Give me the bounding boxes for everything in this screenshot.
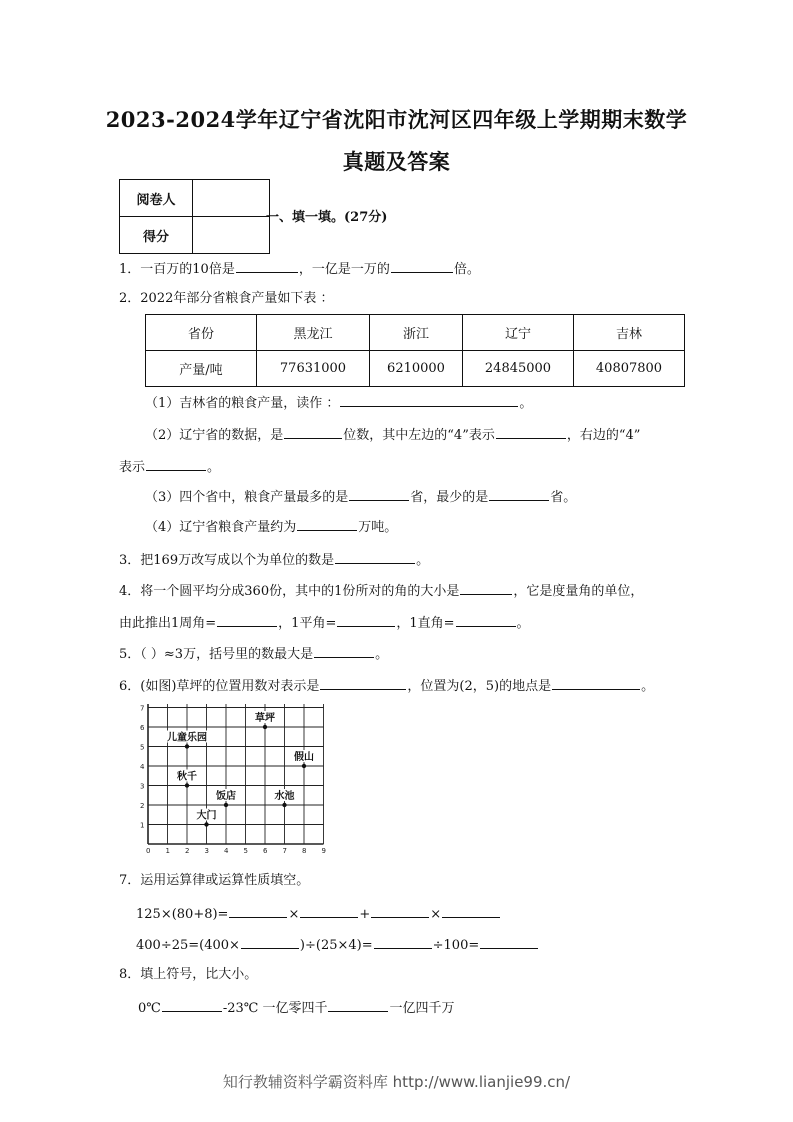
q1-blank-2[interactable] xyxy=(391,259,453,273)
q7-text-g: ÷100= xyxy=(432,938,480,953)
place-point xyxy=(282,803,286,807)
section-heading: 一、填一填。(27分) xyxy=(266,210,388,225)
q3-blank[interactable] xyxy=(335,550,415,564)
x-tick-label: 0 xyxy=(146,847,151,854)
q7-blank-5[interactable] xyxy=(241,935,299,949)
question-2-1 xyxy=(145,393,532,412)
table-cell: 黑龙江 xyxy=(257,315,370,351)
q6-text-a: 6．(如图)草坪的位置用数对表示是 xyxy=(119,679,320,694)
question-2-intro: 2．2022年部分省粮食产量如下表 ： xyxy=(119,291,334,306)
q2-1-text-a: （1）吉林省的粮食产量，读作 ： xyxy=(145,396,340,411)
q2-3-text-c: 省。 xyxy=(550,490,577,505)
question-2-2 xyxy=(145,425,640,444)
q8-text-a: 0℃ xyxy=(138,1001,161,1016)
table-header-row xyxy=(146,315,685,351)
grain-table xyxy=(145,314,685,387)
q7-blank-2[interactable] xyxy=(300,904,358,918)
table-cell: 辽宁 xyxy=(463,315,574,351)
place-point xyxy=(224,803,228,807)
place-point xyxy=(185,783,189,787)
park-map-figure xyxy=(140,704,330,858)
place-label: 假山 xyxy=(294,752,314,763)
q2-2-text-b: 位数，其中左边的“4”表示 xyxy=(343,428,495,443)
x-tick-label: 8 xyxy=(302,847,307,854)
footer-watermark: 知行教辅资料学霸资料库 http://www.lianjie99.cn/ xyxy=(222,1073,571,1091)
q7-blank-4[interactable] xyxy=(442,904,500,918)
question-2-2-cont xyxy=(119,457,220,476)
q4-text-d: ，1平角= xyxy=(278,616,337,631)
q2-3-text-b: 省，最少的是 xyxy=(410,490,489,505)
q7-blank-7[interactable] xyxy=(480,935,538,949)
q4-blank-1[interactable] xyxy=(460,581,512,595)
q1-text-a: 1．一百万的10倍是 xyxy=(119,262,235,277)
x-tick-label: 9 xyxy=(321,847,326,854)
table-cell: 6210000 xyxy=(370,351,463,387)
x-tick-label: 5 xyxy=(243,847,248,854)
q7-text-e: 400÷25=(400× xyxy=(136,938,240,953)
q7-text-d: × xyxy=(430,907,442,922)
question-2-4 xyxy=(145,517,397,536)
table-cell: 40807800 xyxy=(574,351,685,387)
q1-text-b: ，一亿是一万的 xyxy=(298,262,390,277)
y-tick-label: 6 xyxy=(140,724,145,732)
place-point xyxy=(185,744,189,748)
q2-1-blank[interactable] xyxy=(340,393,518,407)
question-5 xyxy=(119,644,388,663)
q4-blank-3[interactable] xyxy=(337,613,395,627)
q6-text-b: ，位置为(2，5)的地点是 xyxy=(407,679,552,694)
q2-3-blank-2[interactable] xyxy=(489,487,549,501)
q6-text-c: 。 xyxy=(641,679,655,694)
q2-4-blank[interactable] xyxy=(297,517,357,531)
q4-blank-2[interactable] xyxy=(217,613,277,627)
table-row xyxy=(146,351,685,387)
y-tick-label: 3 xyxy=(140,782,145,791)
table-cell: 浙江 xyxy=(370,315,463,351)
q7-text-a: 125×(80+8)= xyxy=(136,907,229,922)
question-7-intro: 7．运用运算律或运算性质填空。 xyxy=(119,873,310,888)
table-cell: 77631000 xyxy=(257,351,370,387)
q7-blank-3[interactable] xyxy=(371,904,429,918)
q7-text-f: )÷(25×4)= xyxy=(299,938,373,953)
q4-text-f: 。 xyxy=(516,616,530,631)
q8-blank-1[interactable] xyxy=(162,998,222,1012)
place-label: 饭店 xyxy=(216,791,236,802)
score-box xyxy=(119,179,270,254)
question-1 xyxy=(119,259,480,278)
score-label: 得分 xyxy=(120,217,193,254)
place-point xyxy=(204,822,208,826)
q2-1-text-b: 。 xyxy=(519,396,533,411)
q7-blank-1[interactable] xyxy=(229,904,287,918)
place-point xyxy=(263,725,267,729)
q4-text-c: 由此推出1周角= xyxy=(119,616,217,631)
q5-text-a: 5．（ ）≈3万，括号里的数最大是 xyxy=(119,647,314,662)
q5-blank[interactable] xyxy=(314,644,374,658)
q3-text-a: 3．把169万改写成以个为单位的数是 xyxy=(119,553,335,568)
y-tick-label: 5 xyxy=(140,743,145,752)
park-grid xyxy=(140,704,330,854)
q2-4-text-a: （4）辽宁省粮食产量约为 xyxy=(145,520,297,535)
x-tick-label: 4 xyxy=(224,847,229,854)
q7-text-b: × xyxy=(288,907,300,922)
question-7-line-1 xyxy=(136,904,501,923)
place-label: 秋千 xyxy=(177,771,197,783)
question-3 xyxy=(119,550,429,569)
q7-blank-6[interactable] xyxy=(374,935,432,949)
x-tick-label: 2 xyxy=(185,847,190,854)
q2-4-text-b: 万吨。 xyxy=(358,520,398,535)
question-4-cont xyxy=(119,613,530,632)
question-7-line-2 xyxy=(136,935,539,954)
q2-2-blank-1[interactable] xyxy=(284,425,342,439)
q2-2-blank-2[interactable] xyxy=(496,425,566,439)
x-tick-label: 1 xyxy=(165,847,170,854)
q4-blank-4[interactable] xyxy=(456,613,516,627)
question-2-3 xyxy=(145,487,576,506)
reader-label: 阅卷人 xyxy=(120,180,193,217)
q4-text-a: 4．将一个圆平均分成360份，其中的1份所对的角的大小是 xyxy=(119,584,460,599)
q2-2-text-c: ，右边的“4” xyxy=(566,428,641,443)
q4-text-e: ，1直角= xyxy=(396,616,455,631)
place-label: 草坪 xyxy=(255,713,275,724)
q8-text-c: 一亿四千万 xyxy=(389,1001,455,1016)
y-tick-label: 7 xyxy=(140,704,145,713)
x-tick-label: 7 xyxy=(282,847,287,854)
place-point xyxy=(302,764,306,768)
q6-blank-1[interactable] xyxy=(320,676,406,690)
q1-blank-1[interactable] xyxy=(236,259,298,273)
reader-value xyxy=(193,180,270,217)
question-8-intro: 8．填上符号，比大小。 xyxy=(119,967,258,982)
page-subtitle: 真题及答案 xyxy=(342,149,451,174)
q2-3-text-a: （3）四个省中，粮食产量最多的是 xyxy=(145,490,349,505)
y-tick-label: 4 xyxy=(140,763,145,771)
table-cell: 省份 xyxy=(146,315,257,351)
table-cell: 24845000 xyxy=(463,351,574,387)
table-cell: 产量/吨 xyxy=(146,351,257,387)
q5-text-b: 。 xyxy=(375,647,389,662)
q3-text-b: 。 xyxy=(416,553,430,568)
q2-2-blank-3[interactable] xyxy=(146,457,206,471)
q8-blank-2[interactable] xyxy=(328,998,388,1012)
q2-2-text-e: 。 xyxy=(207,460,221,475)
q1-text-c: 倍。 xyxy=(453,262,480,277)
place-label: 大门 xyxy=(196,810,217,822)
q6-blank-2[interactable] xyxy=(552,676,640,690)
question-4 xyxy=(119,581,643,600)
x-tick-label: 6 xyxy=(263,847,268,854)
place-label: 儿童乐园 xyxy=(167,732,207,744)
q4-text-b: ，它是度量角的单位， xyxy=(513,584,644,599)
q2-2-text-a: （2）辽宁省的数据，是 xyxy=(145,428,284,443)
q2-3-blank-1[interactable] xyxy=(349,487,409,501)
score-value xyxy=(193,217,270,254)
question-6 xyxy=(119,676,654,695)
y-tick-label: 1 xyxy=(140,821,145,830)
x-tick-label: 3 xyxy=(204,847,209,854)
table-cell: 吉林 xyxy=(574,315,685,351)
q7-text-c: + xyxy=(359,907,371,922)
q2-2-text-d: 表示 xyxy=(119,460,146,475)
question-8-line xyxy=(138,998,454,1017)
page-title: 2023-2024学年辽宁省沈阳市沈河区四年级上学期期末数学 xyxy=(105,107,688,132)
y-tick-label: 2 xyxy=(140,802,145,810)
place-label: 水池 xyxy=(274,791,295,802)
q8-text-b: -23℃ 一亿零四千 xyxy=(222,1001,328,1016)
